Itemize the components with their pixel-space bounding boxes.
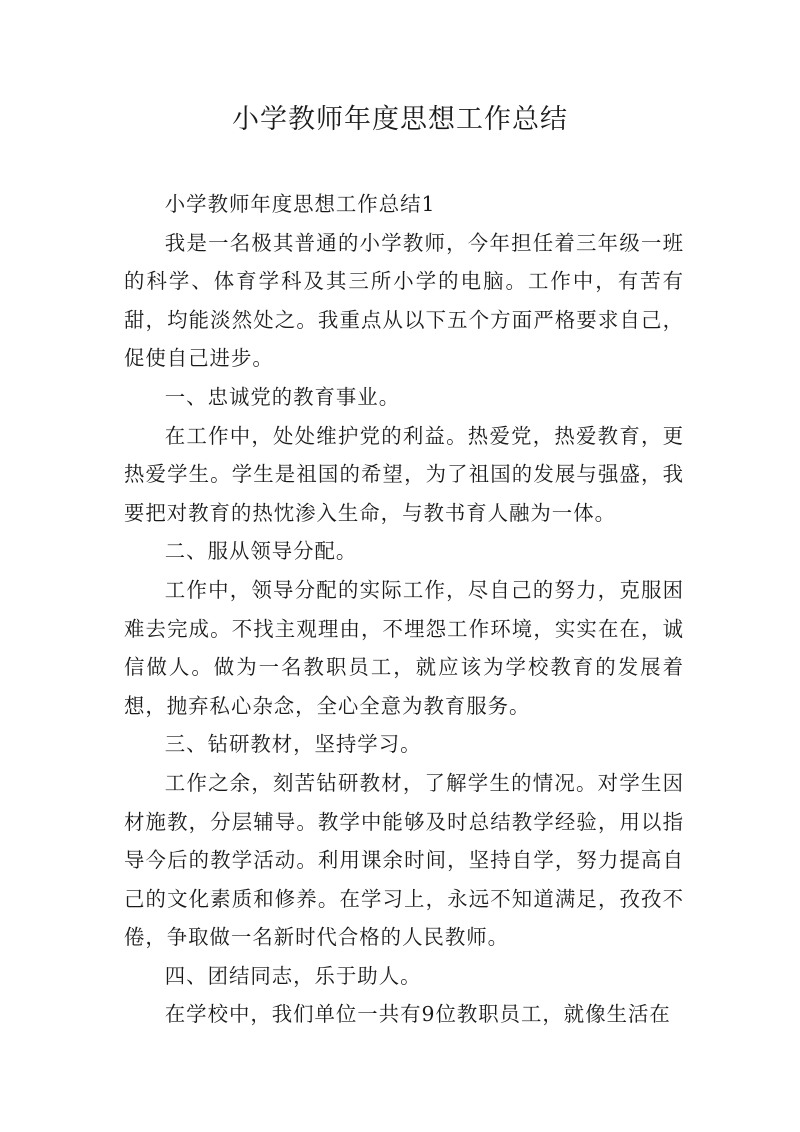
section-paragraph-3: 工作之余，刻苦钻研教材，了解学生的情况。对学生因材施教，分层辅导。教学中能够及时总结教学经验，用以指导今后的教学活动。利用课余时间，坚持自学，努力提高自己的文化素质和修养。在学习上，永远不知道满足，孜孜不倦，争取做一名新时代合格的人民教师。 [124, 770, 684, 950]
intro-paragraph: 我是一名极其普通的小学教师，今年担任着三年级一班的科学、体育学科及其三所小学的电脑。工作中，有苦有甜，均能淡然处之。我重点从以下五个方面严格要求自己，促使自己进步。 [124, 230, 684, 371]
document-title: 小学教师年度思想工作总结 [232, 104, 568, 135]
section-paragraph-1: 在工作中，处处维护党的利益。热爱党，热爱教育，更热爱学生。学生是祖国的希望，为了祖国的发展与强盛，我要把对教育的热忱渗入生命，与教书育人融为一体。 [124, 423, 684, 525]
section-heading-3: 三、钻研教材，坚持学习。 [164, 732, 422, 757]
subtitle-paragraph: 小学教师年度思想工作总结1 [164, 192, 436, 216]
section-heading-1: 一、忠诚党的教育事业。 [164, 384, 401, 409]
section-heading-2: 二、服从领导分配。 [164, 539, 358, 564]
document-body [124, 185, 684, 1034]
section-paragraph-4: 在学校中，我们单位一共有9位教职员工，就像生活在 [164, 1002, 671, 1027]
section-heading-4: 四、团结同志，乐于助人。 [164, 963, 422, 988]
section-paragraph-2: 工作中，领导分配的实际工作，尽自己的努力，克服困难去完成。不找主观理由，不埋怨工作环境，实实在在，诚信做人。做为一名教职员工，就应该为学校教育的发展着想，抛弃私心杂念，全心全意为教育服务。 [124, 577, 684, 718]
